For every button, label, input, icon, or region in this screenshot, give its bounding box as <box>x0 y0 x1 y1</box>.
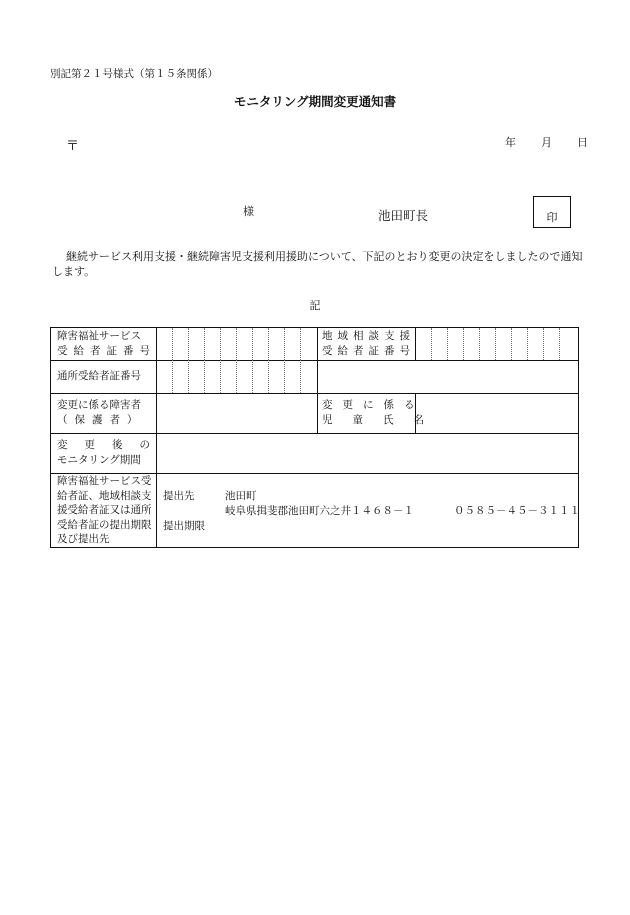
row-divider <box>51 433 578 434</box>
digit-divider <box>463 328 464 360</box>
seal-box <box>533 196 571 228</box>
day-care-certificate-label: 通所受給者証番号 <box>57 370 141 382</box>
consultation-certificate-label: 地域相談支援 受給者証番号 <box>322 330 415 357</box>
digit-divider <box>236 360 237 393</box>
digit-divider <box>300 360 301 393</box>
seal-label: 印 <box>546 211 558 224</box>
postal-mark: 〒 <box>66 139 80 154</box>
right-label-divider <box>415 328 416 360</box>
digit-divider <box>431 328 432 360</box>
digit-divider <box>188 328 189 360</box>
issuer-name: 池田町長 <box>378 208 429 223</box>
digit-divider <box>284 360 285 393</box>
digit-divider <box>172 328 173 360</box>
digit-divider <box>543 328 544 360</box>
digit-divider <box>220 360 221 393</box>
date-year: 年 <box>505 136 516 149</box>
monitoring-period-label: 変更後の モニタリング期間 <box>57 439 167 466</box>
digit-divider <box>252 360 253 393</box>
destination-name: 池田町 <box>225 490 257 502</box>
digit-divider <box>511 328 512 360</box>
digit-divider <box>479 328 480 360</box>
form-reference: 別記第２１号様式（第１５条関係） <box>50 68 218 80</box>
document-title: モニタリング期間変更通知書 <box>233 94 397 109</box>
destination-address: 岐阜県揖斐郡池田町六之井１４６８－１ <box>225 505 414 517</box>
digit-divider <box>284 328 285 360</box>
child-name-label: 変更に係る 児童氏名 <box>322 399 444 426</box>
digit-divider <box>495 328 496 360</box>
destination-label: 提出先 <box>163 490 195 502</box>
row-divider <box>51 393 578 394</box>
submission-deadline-label: 障害福祉サービス受 給者証、地域相談支 援受給者証又は通所 受給者証の提出期限 及び提出先 <box>57 475 152 545</box>
date-month: 月 <box>541 136 552 149</box>
addressee-suffix: 様 <box>243 205 254 218</box>
ki-heading: 記 <box>309 299 321 312</box>
digit-divider <box>268 328 269 360</box>
digit-divider <box>188 360 189 393</box>
digit-divider <box>172 360 173 393</box>
info-table <box>50 327 579 548</box>
digit-divider <box>300 328 301 360</box>
digit-divider <box>527 328 528 360</box>
deadline-label: 提出期限 <box>163 520 205 532</box>
digit-divider <box>559 328 560 360</box>
row-divider <box>51 360 578 361</box>
digit-divider <box>236 328 237 360</box>
notice-text: 継続サービス利用支援・継続障害児支援利用援助について、下記のとおり変更の決定をしましたので通知します。 <box>52 250 583 278</box>
digit-divider <box>204 328 205 360</box>
digit-divider <box>220 328 221 360</box>
digit-divider <box>447 328 448 360</box>
date-day: 日 <box>577 136 588 149</box>
service-certificate-label: 障害福祉サービス 受給者証番号 <box>57 330 156 357</box>
digit-divider <box>252 328 253 360</box>
destination-phone: ０５８５－４５－３１１１ <box>454 505 580 517</box>
digit-divider <box>204 360 205 393</box>
disabled-person-label: 変更に係る障害者 （保護者） <box>57 399 145 426</box>
digit-divider <box>268 360 269 393</box>
middle-column-divider <box>317 328 318 433</box>
